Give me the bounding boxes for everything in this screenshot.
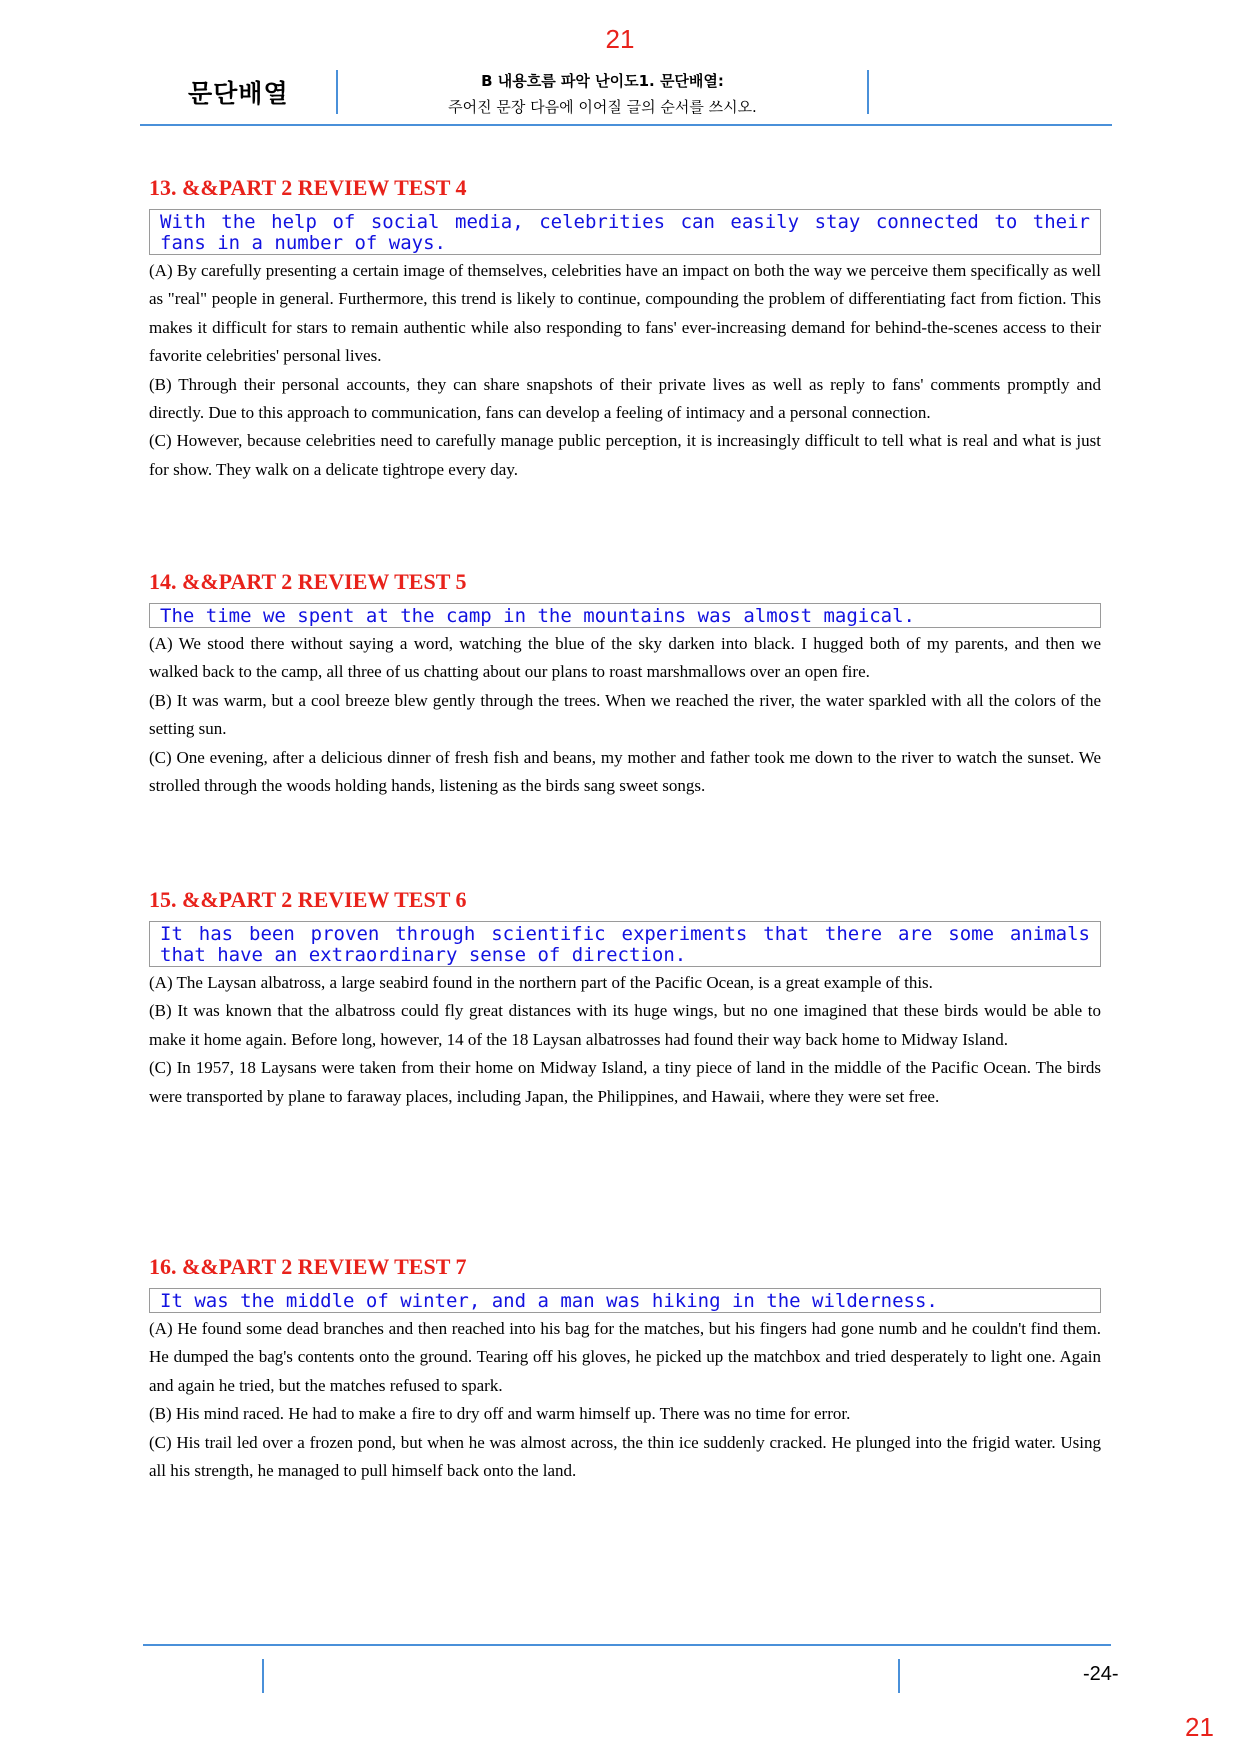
paragraph-b: (B) It was known that the albatross could fly great distances with its huge wings, but no one imagined that these birds would be able to make it home again. Before long, however, 14 of the 18 Laysan albatrosses had found their way back home to Midway Island. bbox=[149, 1001, 1101, 1049]
paragraph-b: (B) It was warm, but a cool breeze blew gently through the trees. When we reached the river, the water sparkled with all the colors of the setting sun. bbox=[149, 690, 1101, 739]
paragraph-b: (B) Through their personal accounts, they can share snapshots of their private lives as well as reply to fans' comments promptly and directly. Due to this approach to communication, fans can develop a feeling of intimacy and a personal connection. bbox=[149, 374, 1101, 423]
lead-sentence-box: With the help of social media, celebrities can easily stay connected to their fans in a number of ways. bbox=[149, 209, 1101, 255]
paragraph-a: (A) The Laysan albatross, a large seabird found in the northern part of the Pacific Ocean, is a great example of this. bbox=[149, 973, 933, 992]
page-header bbox=[140, 66, 1112, 126]
footer-divider-right bbox=[898, 1659, 900, 1693]
lead-sentence-box: The time we spent at the camp in the mountains was almost magical. bbox=[149, 603, 1101, 628]
question-title: 13. &&PART 2 REVIEW TEST 4 bbox=[149, 175, 467, 200]
paragraph-a: (A) By carefully presenting a certain image of themselves, celebrities have an impact on both the way we perceive them specifically as well as "real" people in general. Furthermore, this trend is likely to continue, compounding the problem of differentiating fact from fiction. This makes it difficult for stars to remain authentic while also responding to fans' ever-increasing demand for behind-the-scenes access to their favorite celebrities' personal lives. bbox=[149, 261, 1101, 366]
question-15 bbox=[149, 885, 1101, 1111]
bottom-page-number: 21 bbox=[1185, 1712, 1214, 1742]
header-divider-left bbox=[336, 70, 338, 114]
section-title: 문단배열 bbox=[188, 79, 289, 108]
question-16 bbox=[149, 1252, 1101, 1485]
footer-divider-left bbox=[262, 1659, 264, 1693]
question-13 bbox=[149, 173, 1101, 484]
footer-page-label: -24- bbox=[1083, 1663, 1119, 1685]
instruction-line-1: B 내용흐름 파악 난이도1. 문단배열: bbox=[481, 72, 724, 90]
paragraph-c: (C) However, because celebrities need to carefully manage public perception, it is increasingly difficult to tell what is real and what is just for show. They walk on a delicate tightrope every day. bbox=[149, 431, 1101, 479]
lead-sentence-box: It has been proven through scientific experiments that there are some animals that have an extraordinary sense of direction. bbox=[149, 921, 1101, 967]
instruction-text bbox=[340, 68, 865, 120]
paragraph-c: (C) One evening, after a delicious dinner of fresh fish and beans, my mother and father took me down to the river to watch the sunset. We strolled through the woods holding hands, listening as the birds sang sweet songs. bbox=[149, 747, 1101, 796]
paragraph-b: (B) His mind raced. He had to make a fire to dry off and warm himself up. There was no time for error. bbox=[149, 1404, 851, 1424]
top-page-number: 21 bbox=[605, 24, 635, 54]
lead-sentence-box: It was the middle of winter, and a man was hiking in the wilderness. bbox=[149, 1288, 1101, 1313]
question-14 bbox=[149, 567, 1101, 800]
paragraph-c: (C) In 1957, 18 Laysans were taken from their home on Midway Island, a tiny piece of land in the middle of the Pacific Ocean. The birds were transported by plane to faraway places, including Japan, the Philippines, and Hawaii, where they were set free. bbox=[149, 1058, 1101, 1106]
instruction-line-2: 주어진 문장 다음에 이어질 글의 순서를 쓰시오. bbox=[448, 98, 757, 116]
header-divider-right bbox=[867, 70, 869, 114]
question-title: 16. &&PART 2 REVIEW TEST 7 bbox=[149, 1254, 467, 1279]
question-title: 14. &&PART 2 REVIEW TEST 5 bbox=[149, 569, 467, 594]
footer-rule bbox=[143, 1644, 1111, 1646]
paragraph-a: (A) He found some dead branches and then reached into his bag for the matches, but his fingers had gone numb and he couldn't find them. He dumped the bag's contents onto the ground. Tearing off his gloves, he picked up the matchbox and tried desperately to light one. Again and again he tried, but the matches refused to spark. bbox=[149, 1319, 1101, 1395]
question-title: 15. &&PART 2 REVIEW TEST 6 bbox=[149, 887, 467, 912]
paragraph-c: (C) His trail led over a frozen pond, but when he was almost across, the thin ice suddenly cracked. He plunged into the frigid water. Using all his strength, he managed to pull himself back onto the land. bbox=[149, 1432, 1101, 1481]
paragraph-a: (A) We stood there without saying a word, watching the blue of the sky darken into black. I hugged both of my parents, and then we walked back to the camp, all three of us chatting about our plans to roast marshmallows over an open fire. bbox=[149, 634, 1101, 682]
